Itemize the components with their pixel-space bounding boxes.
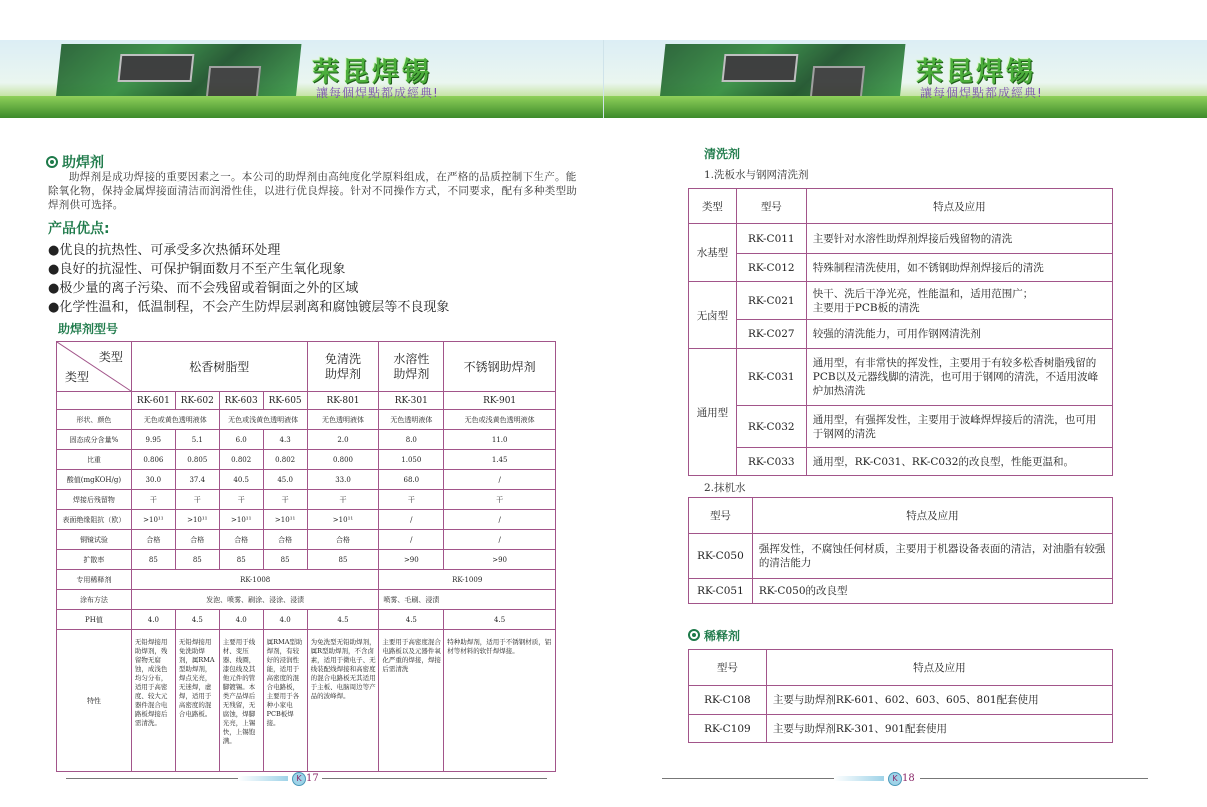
footer-line (920, 778, 1148, 779)
table-row (689, 406, 1113, 448)
brand-logo: 荣昆焊锡 (916, 57, 1036, 88)
table-cell: 37.4 (175, 470, 219, 490)
table-row (57, 450, 556, 470)
model-cell: RK-C108 (689, 686, 767, 715)
table-row (689, 579, 1113, 604)
table-row (57, 530, 556, 550)
table-cell: 4.5 (175, 610, 219, 630)
table-cell: 85 (175, 550, 219, 570)
feature-cell: 主要用于线材、变压器、线圈，漆包线及其他元件的管脚镀锡。本类产品焊后无残留，无腐蚀，焊脚光亮，上锡快，上锡饱满。 (219, 630, 263, 772)
thinner-table (688, 649, 1113, 743)
table-row (57, 410, 556, 430)
model-cell: RK-901 (444, 392, 556, 410)
table-cell: 无色或浅黄色透明液体 (444, 410, 556, 430)
header-banner (0, 40, 603, 118)
subsection-label: 1.洗板水与钢网清洗剂 (704, 169, 809, 181)
table-header: 型号 (689, 498, 753, 534)
table-cell: 2.0 (307, 430, 379, 450)
row-label: 特性 (57, 630, 132, 772)
table-cell: 9.95 (131, 430, 175, 450)
page-footer (604, 772, 1207, 786)
advantage-item: ●良好的抗湿性、可保护铜面数月不至产生氧化现象 (48, 262, 346, 277)
corner-bottom-label: 类型 (65, 370, 90, 384)
feature-cell: 特种助焊剂，适用于不锈钢材质，铝材等材料的软钎焊焊接。 (444, 630, 556, 772)
subsection-label: 2.抹机水 (704, 482, 746, 494)
table-row (689, 448, 1113, 476)
desc-cell: 通用型，有强挥发性，主要用于波峰焊焊接后的清洗，也可用于钢网的清洗 (806, 406, 1112, 448)
model-cell: RK-C027 (736, 320, 806, 349)
type-cell: 水基型 (689, 224, 737, 282)
table-cell: 33.0 (307, 470, 379, 490)
table-row (689, 686, 1113, 715)
model-cell: RK-602 (175, 392, 219, 410)
group-header: 水溶性 助焊剂 (379, 342, 444, 392)
machine-cleaner-table (688, 497, 1113, 604)
type-cell: 通用型 (689, 349, 737, 476)
row-label: 铜镜试验 (57, 530, 132, 550)
table-cell: 68.0 (379, 470, 444, 490)
table-row (689, 282, 1113, 320)
table-cell: 4.5 (379, 610, 444, 630)
table-cell: 85 (219, 550, 263, 570)
table-cell: 30.0 (131, 470, 175, 490)
table-cell: 合格 (219, 530, 263, 550)
table-cell: >90 (379, 550, 444, 570)
section-title-thinner (688, 627, 740, 644)
model-cell: RK-C051 (689, 579, 753, 604)
row-label: 固态成分含量% (57, 430, 132, 450)
flux-spec-table (56, 341, 556, 772)
model-cell: RK-C109 (689, 715, 767, 743)
table-cell: 45.0 (263, 470, 307, 490)
table-cell: 4.0 (219, 610, 263, 630)
table-cell: 干 (131, 490, 175, 510)
page-number-badge: K (292, 772, 306, 786)
feature-row (57, 630, 556, 772)
model-cell: RK-605 (263, 392, 307, 410)
row-label: PH值 (57, 610, 132, 630)
table-corner (57, 342, 132, 392)
advantages-title: 产品优点: (48, 221, 110, 237)
row-label: 焊接后残留物 (57, 490, 132, 510)
table-row (57, 470, 556, 490)
table-cell: >10¹¹ (175, 510, 219, 530)
table-row (57, 610, 556, 630)
model-cell: RK-C032 (736, 406, 806, 448)
desc-cell: RK-C050的改良型 (752, 579, 1112, 604)
table-cell: 85 (307, 550, 379, 570)
section-title-text: 助焊剂 (62, 155, 104, 171)
group-header: 免清洗 助焊剂 (307, 342, 379, 392)
table-cell: 4.0 (263, 610, 307, 630)
grass-decoration (604, 96, 1207, 118)
desc-cell: 强挥发性，不腐蚀任何材质，主要用于机器设备表面的清洁，对油脂有较强的清洁能力 (752, 534, 1112, 579)
table-cell: 0.805 (175, 450, 219, 470)
table-row (689, 224, 1113, 254)
feature-cell: 无铅焊接用免洗助焊剂，属RMA型助焊剂，焊点光亮，无迷焊，虚焊，适用于高密度的混合电路板。 (175, 630, 219, 772)
desc-cell: 主要与助焊剂RK-601、602、603、605、801配套使用 (766, 686, 1112, 715)
flux-intro: 助焊剂是成功焊接的重要因素之一。本公司的助焊剂由高纯度化学原料组成，在严格的品质控制下生产。能除氧化物，保持金属焊接面清洁而润滑性佳，以进行优良焊接。针对不同操作方式，不同要求，配有多种类型助焊剂供可选择。 (48, 171, 578, 211)
model-row-label (57, 392, 132, 410)
desc-cell: 特殊制程清洗使用，如不锈钢助焊剂焊接后的清洗 (806, 254, 1112, 282)
table-cell: 干 (444, 490, 556, 510)
table-cell: 5.1 (175, 430, 219, 450)
table-cell: 无色或黄色透明液体 (131, 410, 219, 430)
table-cell: >10¹¹ (307, 510, 379, 530)
corner-top-label: 类型 (98, 350, 123, 364)
table-row (689, 349, 1113, 406)
table-row (689, 320, 1113, 349)
table-cell: / (444, 530, 556, 550)
cleaner-table (688, 188, 1113, 476)
page-number: 17 (306, 773, 319, 784)
group-header: 不锈钢助焊剂 (444, 342, 556, 392)
desc-cell: 快干、洗后干净光亮，性能温和，适用范围广； 主要用于PCB板的清洗 (806, 282, 1112, 320)
table-row (57, 570, 556, 590)
table-row (57, 490, 556, 510)
table-cell: 无色透明液体 (307, 410, 379, 430)
table-header: 特点及应用 (752, 498, 1112, 534)
model-cell: RK-301 (379, 392, 444, 410)
table-cell: 干 (263, 490, 307, 510)
footer-accent (834, 776, 884, 781)
table-row (689, 715, 1113, 743)
advantage-item: ●优良的抗热性、可承受多次热循环处理 (48, 243, 281, 258)
table-cell: >10¹¹ (219, 510, 263, 530)
model-cell: RK-C012 (736, 254, 806, 282)
feature-cell: 主要用于高密度混合电路板以及元器件氧化严重的焊接，焊接后需清洗 (379, 630, 444, 772)
feature-cell: 无铅焊接用助焊剂，残留物无腐蚀，成浅色均匀分布，适用于高密度、较大元器件混合电路板焊接后需清洗。 (131, 630, 175, 772)
model-cell: RK-C021 (736, 282, 806, 320)
table-cell: >90 (444, 550, 556, 570)
table-cell: 发泡、喷雾、刷涂、浸涂、浸渍 (131, 590, 379, 610)
table-cell: / (444, 510, 556, 530)
bullet-circle-icon (688, 629, 700, 641)
table-cell: 1.45 (444, 450, 556, 470)
table-cell: 干 (379, 490, 444, 510)
bullet-circle-icon (46, 156, 58, 168)
brand-slogan: 讓每個焊點都成經典! (316, 86, 439, 100)
row-label: 涂布方法 (57, 590, 132, 610)
table-cell: 4.0 (131, 610, 175, 630)
row-label: 表面绝缘阻抗（欧） (57, 510, 132, 530)
table-cell: 85 (263, 550, 307, 570)
model-cell: RK-801 (307, 392, 379, 410)
table-row (689, 534, 1113, 579)
table-cell: 40.5 (219, 470, 263, 490)
table-cell: 4.3 (263, 430, 307, 450)
row-label: 形状、颜色 (57, 410, 132, 430)
table-cell: 干 (175, 490, 219, 510)
row-label: 比重 (57, 450, 132, 470)
table-cell: 干 (307, 490, 379, 510)
left-page (0, 0, 603, 807)
page-divider (603, 40, 604, 118)
table-cell: 0.806 (131, 450, 175, 470)
table-cell: 干 (219, 490, 263, 510)
model-cell: RK-603 (219, 392, 263, 410)
feature-cell: 为免洗型无铅助焊剂，属R型助焊剂，不含卤素，适用于微电子、无线装配线焊接和高密度的混合电路板无其适用于主板、电脑周边等产品的波峰焊。 (307, 630, 379, 772)
row-label: 扩散率 (57, 550, 132, 570)
section-title-cleaner: 清洗剂 (704, 147, 741, 161)
right-page (604, 0, 1207, 807)
table-row (57, 430, 556, 450)
table-cell: 4.5 (444, 610, 556, 630)
table-cell: 0.800 (307, 450, 379, 470)
table-cell: RK-1009 (379, 570, 556, 590)
table-header: 型号 (689, 650, 767, 686)
table-cell: 合格 (175, 530, 219, 550)
page-number-badge: K (888, 772, 902, 786)
table-cell: >10¹¹ (131, 510, 175, 530)
desc-cell: 主要与助焊剂RK-301、901配套使用 (766, 715, 1112, 743)
table-cell: / (444, 470, 556, 490)
table-header: 特点及应用 (766, 650, 1112, 686)
table-cell: 喷雾、毛刷、浸渍 (379, 590, 556, 610)
table-header: 型号 (736, 189, 806, 224)
table-cell: 合格 (307, 530, 379, 550)
desc-cell: 较强的清洗能力，可用作钢网清洗剂 (806, 320, 1112, 349)
page-footer (0, 772, 603, 786)
table-cell: 85 (131, 550, 175, 570)
table-cell: 11.0 (444, 430, 556, 450)
group-header: 松香树脂型 (131, 342, 307, 392)
table-cell: 4.5 (307, 610, 379, 630)
table-cell: >10¹¹ (263, 510, 307, 530)
table-row (57, 590, 556, 610)
table-cell: 8.0 (379, 430, 444, 450)
table-header: 特点及应用 (806, 189, 1112, 224)
section-title-text: 稀释剂 (704, 629, 741, 643)
model-cell: RK-C011 (736, 224, 806, 254)
advantage-item: ●极少量的离子污染、而不会残留或着铜面之外的区域 (48, 281, 359, 296)
feature-cell: 属RMA型助焊剂，有较好的浸润性能，适用于高密度的混合电路板，主要用于各种小家电PCB板焊接。 (263, 630, 307, 772)
footer-line (322, 778, 547, 779)
table-cell: 1.050 (379, 450, 444, 470)
table-cell: 6.0 (219, 430, 263, 450)
page-number: 18 (902, 773, 915, 784)
table-cell: 合格 (131, 530, 175, 550)
model-cell: RK-601 (131, 392, 175, 410)
table-cell: 无色透明液体 (379, 410, 444, 430)
flux-table-title: 助焊剂型号 (58, 322, 119, 336)
grass-decoration (0, 96, 603, 118)
table-row (57, 510, 556, 530)
table-header: 类型 (689, 189, 737, 224)
desc-cell: 通用型，有非常快的挥发性，主要用于有较多松香树脂残留的PCB以及元器线脚的清洗，也可用于钢网的清洗，不适用波峰炉加热清洗 (806, 349, 1112, 406)
table-row (57, 550, 556, 570)
model-cell: RK-C031 (736, 349, 806, 406)
desc-cell: 主要针对水溶性助焊剂焊接后残留物的清洗 (806, 224, 1112, 254)
model-cell: RK-C033 (736, 448, 806, 476)
row-label: 酸值(mgKOH/g) (57, 470, 132, 490)
table-cell: 无色或浅黄色透明液体 (219, 410, 307, 430)
footer-accent (238, 776, 288, 781)
type-cell: 无卤型 (689, 282, 737, 349)
advantage-item: ●化学性温和，低温制程，不会产生防焊层剥离和腐蚀镀层等不良现象 (48, 300, 450, 315)
table-row (689, 254, 1113, 282)
header-banner (604, 40, 1207, 118)
table-cell: 合格 (263, 530, 307, 550)
row-label: 专用稀释剂 (57, 570, 132, 590)
desc-cell: 通用型，RK-C031、RK-C032的改良型，性能更温和。 (806, 448, 1112, 476)
table-cell: 0.802 (263, 450, 307, 470)
brand-slogan: 讓每個焊點都成經典! (920, 86, 1043, 100)
table-cell: / (379, 510, 444, 530)
brand-logo: 荣昆焊锡 (312, 57, 432, 88)
table-cell: / (379, 530, 444, 550)
table-cell: 0.802 (219, 450, 263, 470)
section-title-flux (46, 152, 104, 172)
table-cell: RK-1008 (131, 570, 379, 590)
model-cell: RK-C050 (689, 534, 753, 579)
